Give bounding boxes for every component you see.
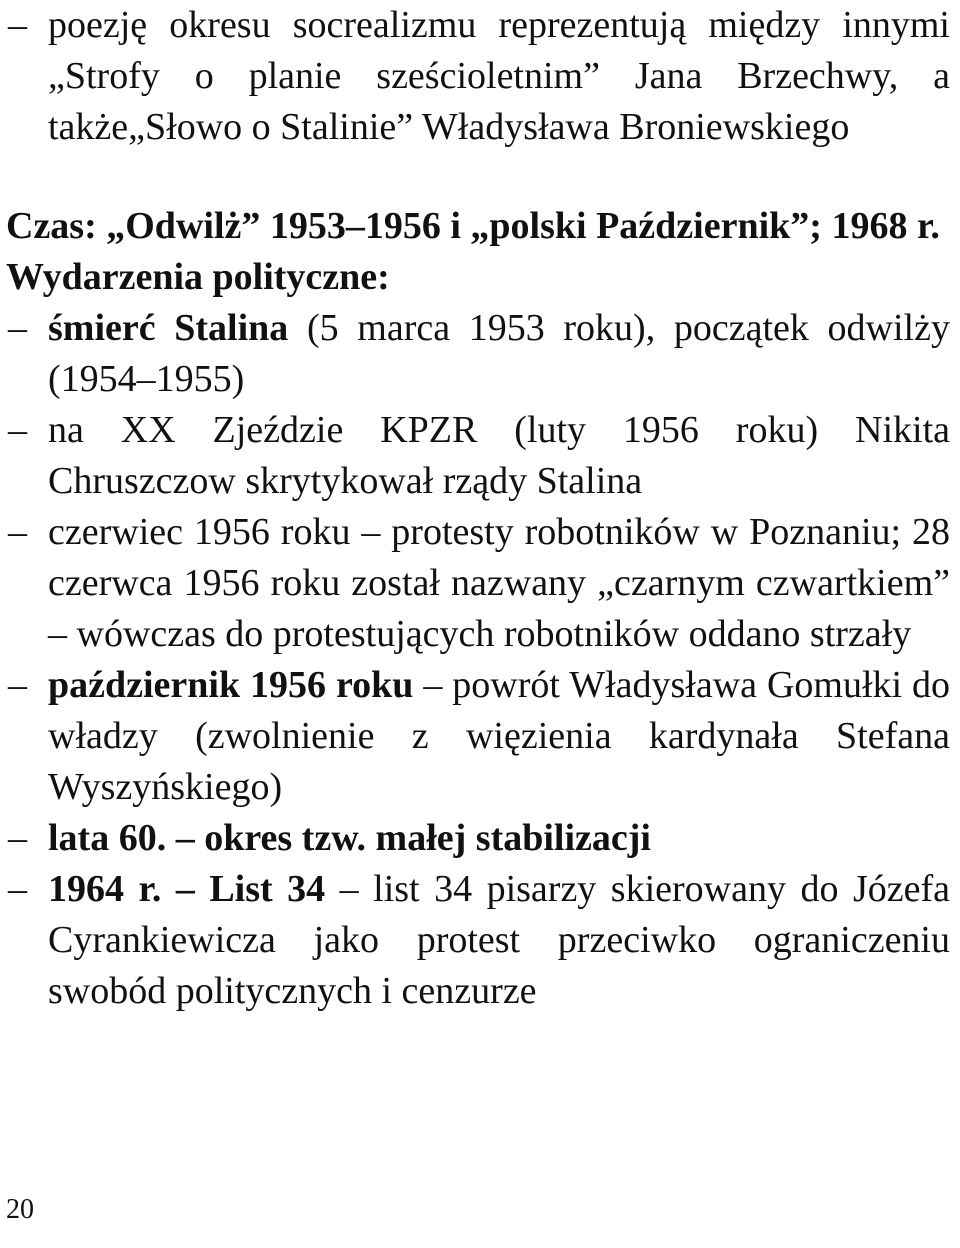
list-dash: – xyxy=(8,868,27,910)
list-dash: – xyxy=(8,409,27,451)
list-item-bold: śmierć Stalina xyxy=(48,307,289,349)
list-item-stalin-death xyxy=(6,303,950,405)
list-item-text: poezję okresu socrealizmu reprezentują między innymi „Strofy o planie sześcioletnim” Jana Brzechwy, a także„Słowo o Stalinie” Władysława Broniewskiego xyxy=(48,4,950,148)
list-item-text: (5 marca 1953 roku), początek odwilży (1954–1955) xyxy=(48,307,950,400)
list-dash: – xyxy=(8,664,27,706)
list-item-text: – list 34 pisarzy skierowany do Józefa Cyrankiewicza jako protest przeciwko ograniczeniu swobód politycznych i cenzurze xyxy=(48,868,950,1012)
section-heading: Czas: „Odwilż” 1953–1956 i „polski Październik”; 1968 r. xyxy=(6,205,940,247)
list-dash: – xyxy=(8,817,27,859)
list-dash: – xyxy=(8,4,27,46)
page-number: 20 xyxy=(6,1194,34,1225)
list-item-text: – powrót Władysława Gomułki do władzy (zwolnienie z więzienia kardynała Stefana Wyszyńskiego) xyxy=(48,664,950,808)
list-dash: – xyxy=(8,511,27,553)
list-item-xx-congress xyxy=(6,405,950,507)
list-item-text: czerwiec 1956 roku – protesty robotników w Poznaniu; 28 czerwca 1956 roku został nazwany „czarnym czwartkiem” – wówczas do protestujących robotników oddano strzały xyxy=(48,511,950,655)
list-item-small-stabilization xyxy=(6,813,950,864)
list-item-poznan-protests xyxy=(6,507,950,660)
list-item-october-1956 xyxy=(6,660,950,813)
page-content xyxy=(6,0,950,1017)
section-subheading: Wydarzenia polityczne: xyxy=(6,256,390,298)
list-item-bold: październik 1956 roku xyxy=(48,664,414,706)
list-dash: – xyxy=(8,307,27,349)
list-item-bold: 1964 r. – List 34 xyxy=(48,868,326,910)
list-item-socrealism-poetry xyxy=(6,0,950,153)
list-item-bold: lata 60. – okres tzw. małej stabilizacji xyxy=(48,817,651,859)
list-item-letter-34 xyxy=(6,864,950,1017)
list-item-text: na XX Zjeździe KPZR (luty 1956 roku) Nikita Chruszczow skrytykował rządy Stalina xyxy=(48,409,950,502)
